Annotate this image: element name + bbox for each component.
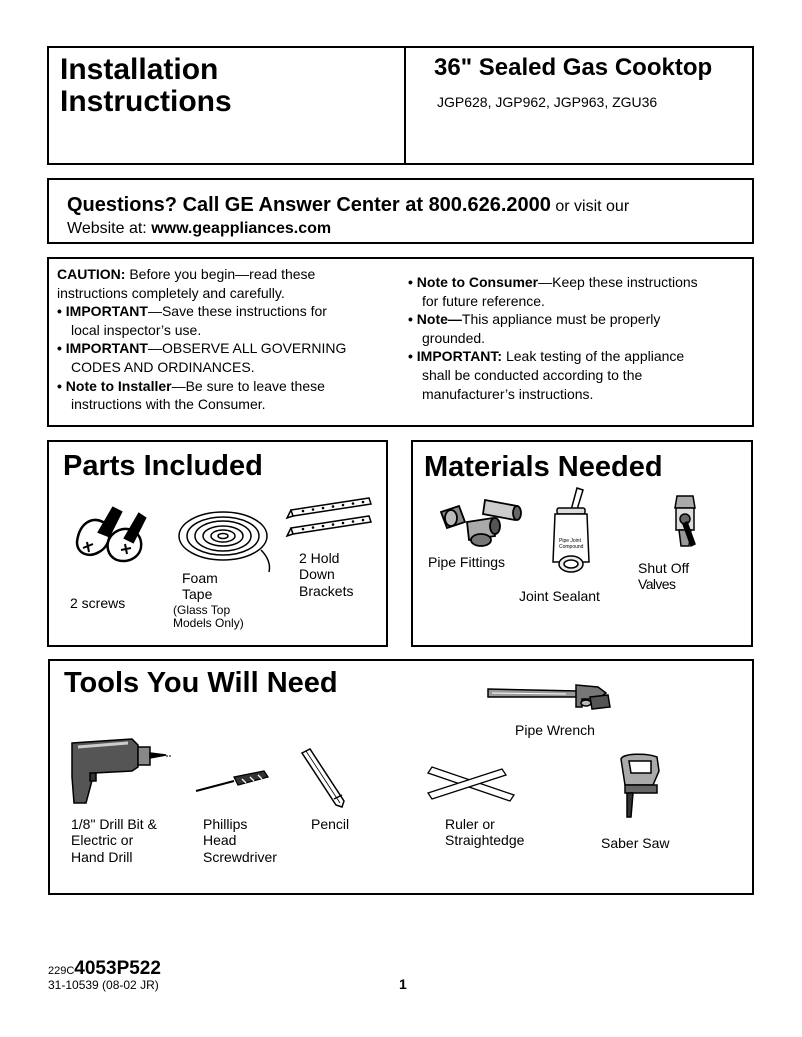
important-1-text-2: local inspector’s use. <box>71 321 202 338</box>
note-grounded-text-2: grounded. <box>422 329 486 346</box>
drill-label-3: Hand Drill <box>71 849 133 865</box>
shutoff-valve-icon <box>665 492 705 558</box>
doc-code: 31-10539 (08-02 JR) <box>48 978 159 992</box>
jar-label-1: Pipe Joint <box>559 538 581 544</box>
important-1 <box>57 302 346 321</box>
tools-box <box>48 659 754 895</box>
page-number: 1 <box>399 976 407 992</box>
pipe-wrench-icon <box>486 677 612 717</box>
shutoff-label-2: Valves <box>638 576 676 592</box>
parts-included-box <box>47 440 388 647</box>
note-installer-text: —Be sure to leave these <box>171 377 325 394</box>
ruler-label-2: Straightedge <box>445 832 525 848</box>
jar-label-2: Compound <box>559 544 584 550</box>
foam-tape-icon <box>177 510 273 574</box>
parts-title: Parts Included <box>63 450 263 482</box>
materials-needed-box <box>411 440 753 647</box>
website-prefix: Website at: <box>67 220 152 237</box>
screwdriver-label-3: Screwdriver <box>203 849 277 865</box>
caution-text: Before you begin—read these <box>125 266 316 282</box>
pipe-fittings-icon <box>437 496 527 554</box>
questions-line-1 <box>67 194 629 217</box>
pencil-icon <box>298 747 348 809</box>
screwdriver-icon <box>194 769 270 797</box>
model-numbers: JGP628, JGP962, JGP963, ZGU36 <box>437 94 658 110</box>
screws-icon <box>69 502 149 582</box>
brackets-label-3: Brackets <box>299 583 354 599</box>
joint-sealant-label: Joint Sealant <box>519 588 600 604</box>
part-prefix: 229C <box>48 965 75 977</box>
drill-label-1: 1/8" Drill Bit & <box>71 816 157 832</box>
caution-right-column <box>408 273 698 403</box>
important-1-text: —Save these instructions for <box>147 303 327 320</box>
note-grounded-label: • Note— <box>408 311 462 328</box>
note-consumer-text: —Keep these instructions <box>538 274 698 290</box>
note-grounded <box>408 310 698 329</box>
foam-tape-label-2: Tape <box>182 586 213 602</box>
important-leak-label: • IMPORTANT: <box>408 348 503 365</box>
important-1-label: • IMPORTANT <box>57 303 148 320</box>
note-installer <box>57 377 346 396</box>
foam-tape-label-1: Foam <box>182 570 218 586</box>
title-line-2: Instructions <box>60 85 232 118</box>
product-name: 36" Sealed Gas Cooktop <box>434 54 713 81</box>
pipe-fittings-label: Pipe Fittings <box>428 554 506 570</box>
note-consumer-text-2: for future reference. <box>422 292 545 309</box>
pipe-wrench-label: Pipe Wrench <box>515 722 595 738</box>
questions-line-2 <box>67 220 331 238</box>
shutoff-label-1: Shut Off <box>638 560 690 576</box>
important-2-text-2: CODES AND ORDINANCES. <box>71 358 255 375</box>
note-installer-text-2: instructions with the Consumer. <box>71 396 266 413</box>
questions-box <box>47 178 754 244</box>
caution-box <box>47 257 754 427</box>
tools-title: Tools You Will Need <box>64 667 338 699</box>
title-line-1: Installation <box>60 53 219 86</box>
foam-tape-note-1: (Glass Top <box>173 603 231 617</box>
screwdriver-label-2: Head <box>203 832 237 848</box>
brackets-label-1: 2 Hold <box>299 550 340 566</box>
part-number <box>48 958 161 980</box>
important-leak <box>408 347 698 366</box>
note-installer-label: • Note to Installer <box>57 377 172 394</box>
caution-label: CAUTION: <box>57 266 126 282</box>
saber-saw-icon <box>613 751 669 821</box>
saber-saw-label: Saber Saw <box>601 835 670 851</box>
ruler-label-1: Ruler or <box>445 816 495 832</box>
important-leak-text-2: shall be conducted according to the <box>422 366 643 383</box>
part-number-bold: 4053P522 <box>74 958 161 979</box>
screws-label: 2 screws <box>70 595 126 611</box>
caution-left-column <box>57 265 346 414</box>
foam-tape-note-2: Models Only) <box>173 616 244 630</box>
header-divider <box>404 48 406 163</box>
drill-icon <box>68 733 172 809</box>
caution-line <box>57 265 346 284</box>
important-leak-text: Leak testing of the appliance <box>502 348 685 365</box>
questions-visit: or visit our <box>550 198 630 215</box>
questions-phone: Questions? Call GE Answer Center at 800.626.2000 <box>67 194 551 216</box>
note-consumer <box>408 273 698 292</box>
website-link[interactable]: www.geappliances.com <box>151 220 332 237</box>
important-leak-text-3: manufacturer’s instructions. <box>422 385 594 402</box>
brackets-icon <box>285 494 377 542</box>
screwdriver-label-1: Phillips <box>203 816 248 832</box>
ruler-icon <box>426 765 518 801</box>
header-box <box>47 46 754 165</box>
important-2 <box>57 339 346 358</box>
pencil-label: Pencil <box>311 816 350 832</box>
brackets-label-2: Down <box>299 566 335 582</box>
note-consumer-label: • Note to Consumer <box>408 274 539 290</box>
note-grounded-text: This appliance must be properly <box>461 311 661 328</box>
drill-label-2: Electric or <box>71 832 134 848</box>
joint-sealant-icon <box>549 486 601 582</box>
important-2-label: • IMPORTANT <box>57 340 148 357</box>
important-2-text: —OBSERVE ALL GOVERNING <box>147 340 347 357</box>
caution-text-2: instructions completely and carefully. <box>57 284 285 301</box>
materials-title: Materials Needed <box>424 451 663 483</box>
